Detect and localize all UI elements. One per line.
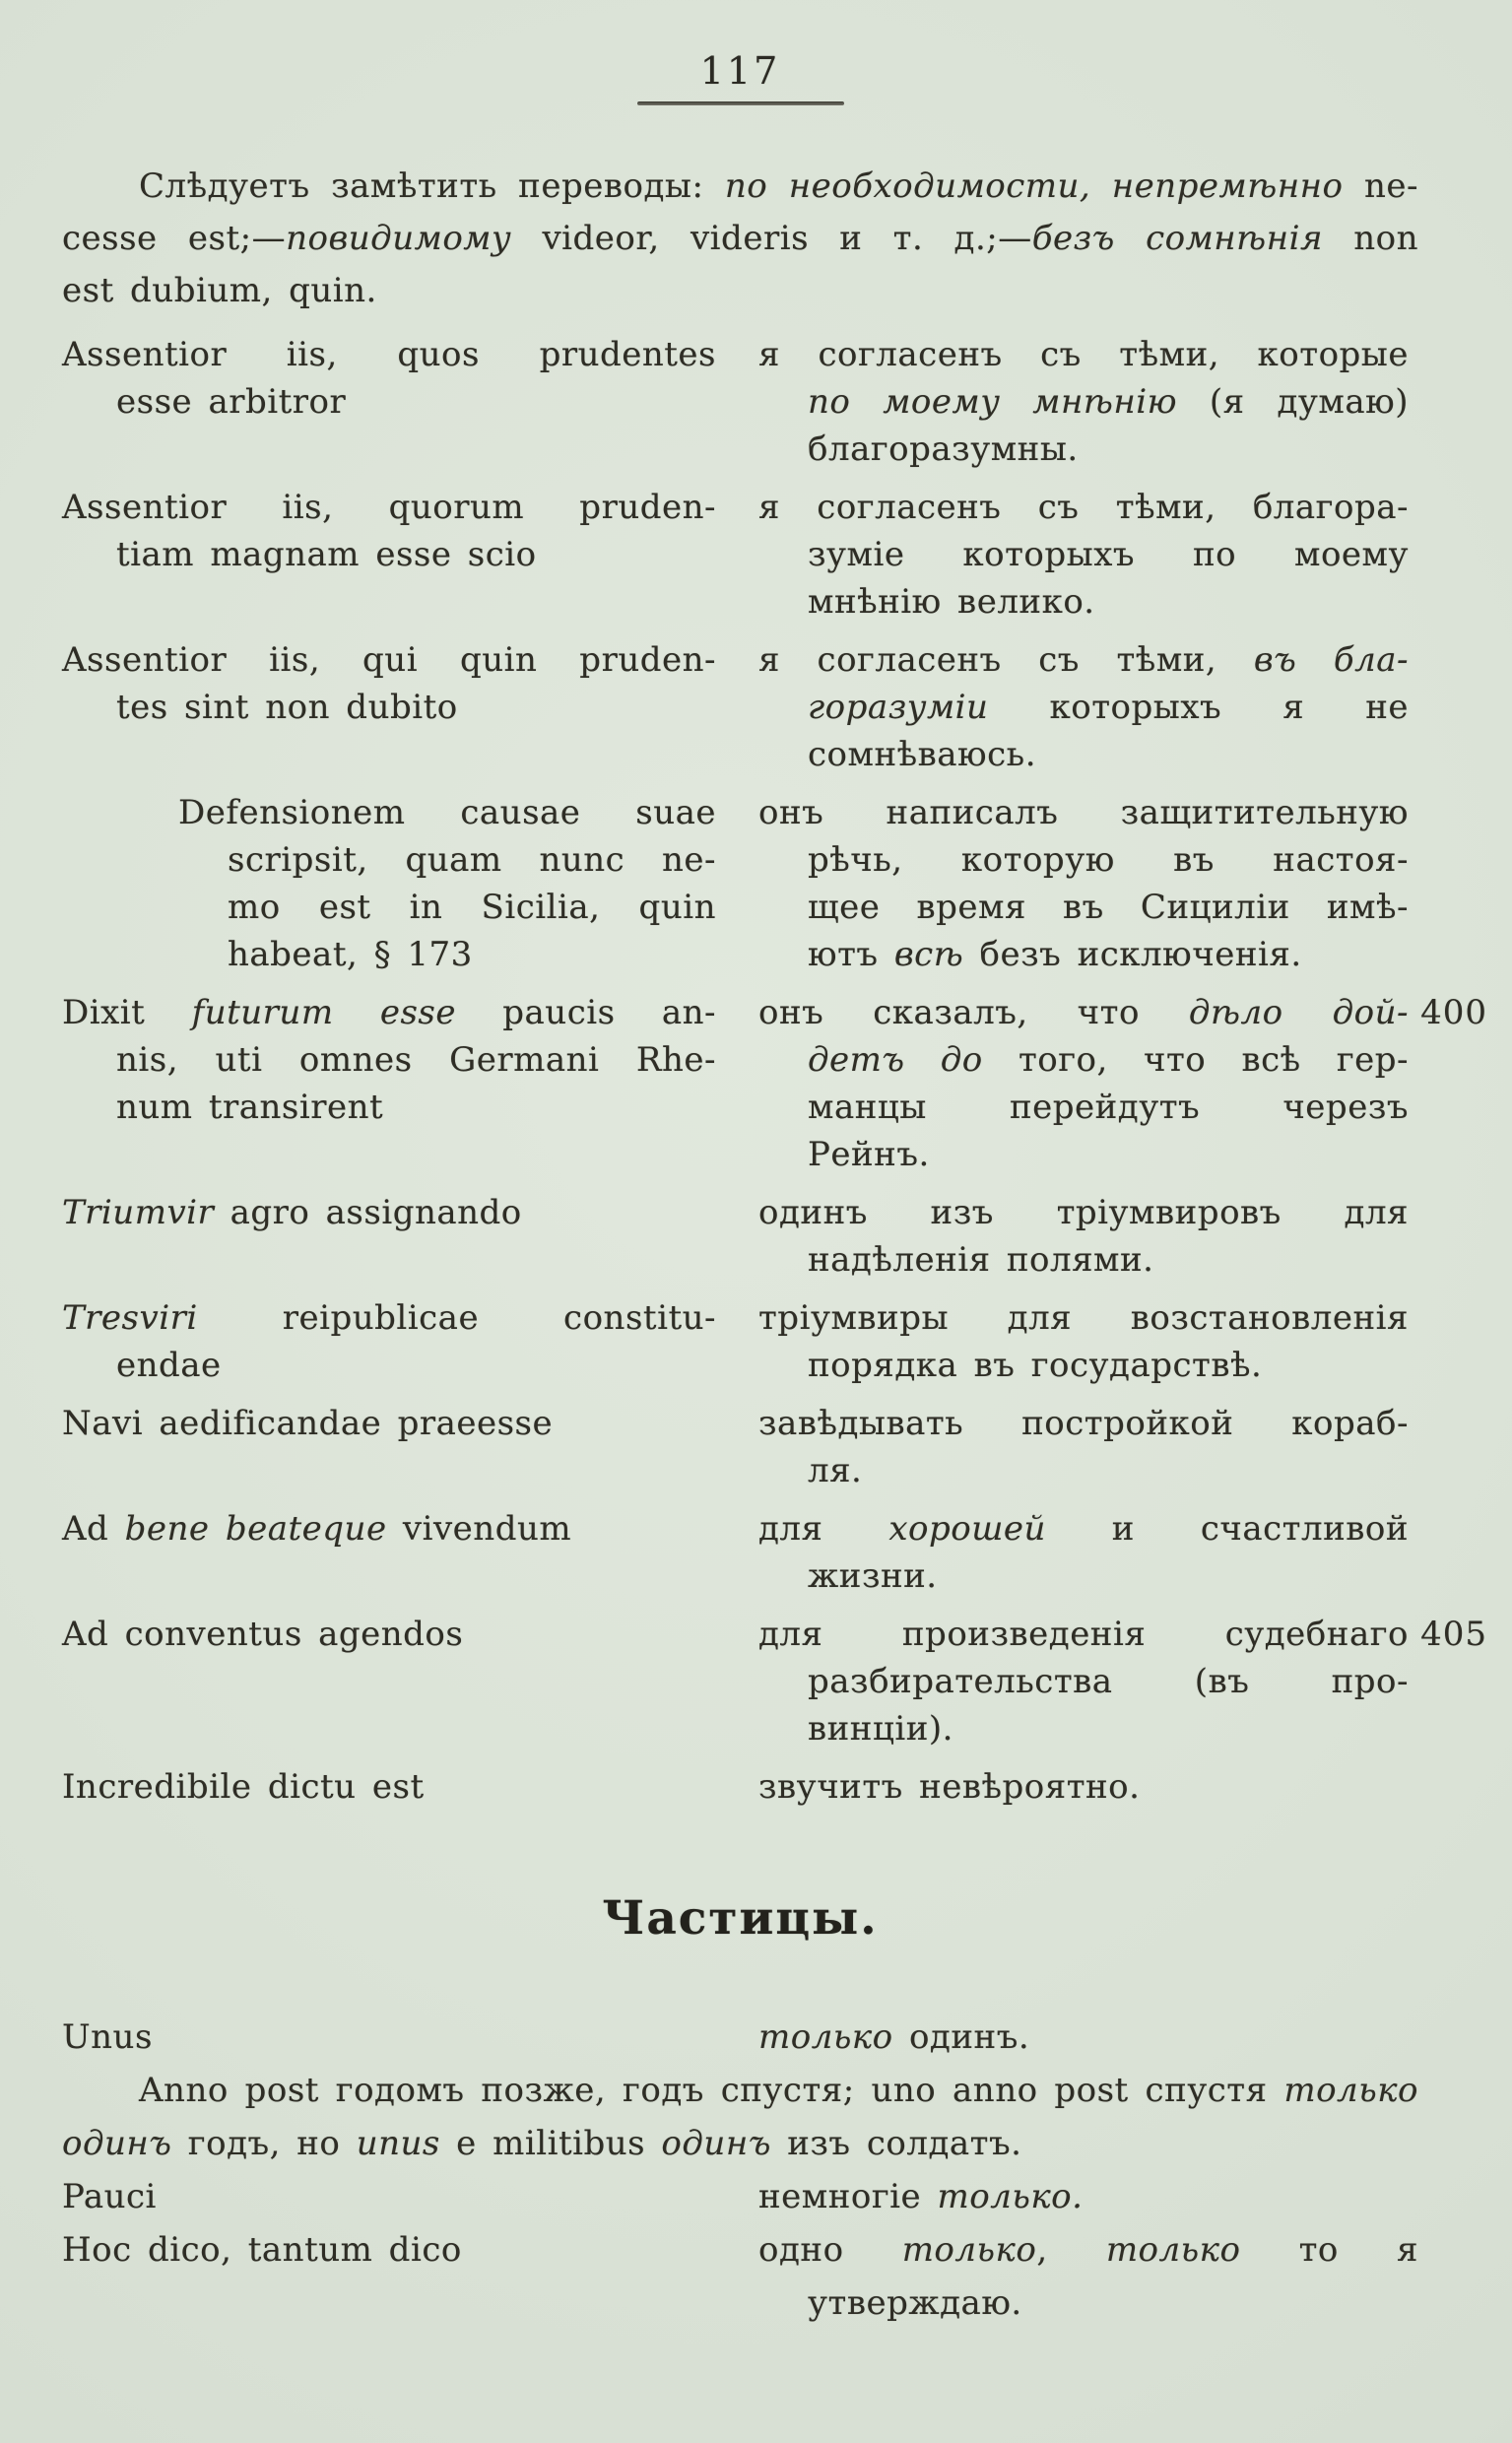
text-line: рѣчь, которую въ настоя- (808, 840, 1409, 880)
text-line: Ad conventus agendos (62, 1615, 464, 1654)
latin-phrase (62, 1400, 724, 1494)
text-line: онъ написалъ защитительную (758, 793, 1409, 832)
latin-phrase (62, 331, 724, 473)
entry-row (62, 1763, 1418, 1811)
text-line: Defensionem causae suae (178, 793, 716, 832)
latin-phrase (62, 484, 724, 626)
text-line: Dixit futurum esse paucis an- (62, 993, 716, 1032)
text-line: для хорошей и счастливой (758, 1509, 1409, 1549)
text-line: разбирательства (въ про- (808, 1662, 1409, 1701)
latin-phrase (62, 789, 724, 978)
latin-phrase (62, 1189, 724, 1284)
text-line: Assentior iis, qui quin pruden- (62, 640, 716, 680)
text-line: завѣдывать постройкой кораб- (758, 1404, 1409, 1443)
russian-translation (758, 989, 1409, 1178)
page-content (0, 49, 1512, 2330)
text-line: я согласенъ съ тѣми, въ бла- (758, 640, 1409, 680)
page-header (62, 49, 1418, 105)
text-line: est dubium, quin. (62, 271, 377, 310)
text-line: endae (116, 1346, 222, 1385)
latin-phrase (62, 2223, 758, 2330)
text-line: tes sint non dubito (116, 688, 458, 727)
text-line: утверждаю. (808, 2283, 1022, 2323)
text-line: по моему мнѣнію (я думаю) (808, 382, 1409, 422)
particle-row (62, 2223, 1418, 2330)
latin-phrase (62, 1611, 724, 1752)
text-line: Слѣдуетъ замѣтить переводы: по необходимости, непремѣнно ne- (139, 166, 1418, 206)
text-line: Navi aedificandae praeesse (62, 1404, 554, 1443)
text-line: для произведенія судебнаго (758, 1615, 1409, 1654)
entry-row (62, 989, 1487, 1178)
latin-phrase (62, 636, 724, 778)
text-line: звучитъ невѣроятно. (758, 1767, 1141, 1807)
entry-row (62, 484, 1418, 626)
text-line: ля. (808, 1451, 863, 1490)
russian-translation (758, 1400, 1409, 1494)
russian-translation (758, 2223, 1418, 2330)
text-line: сомнѣваюсь. (808, 735, 1036, 774)
usage-note (62, 2064, 1418, 2170)
text-line: одинъ годъ, но unus e militibus одинъ изъ солдатъ. (62, 2124, 1022, 2163)
text-line: жизни. (808, 1556, 938, 1596)
margin-line-number: 400 (1420, 993, 1487, 1032)
entry-row (62, 1400, 1418, 1494)
text-line: надѣленія полями. (808, 1240, 1154, 1280)
latin-phrase (62, 1294, 724, 1389)
entry-row (62, 636, 1418, 778)
text-line: Triumvir agro assignando (62, 1193, 522, 1232)
text-line: винціи). (808, 1709, 953, 1749)
text-line: esse arbitror (116, 382, 347, 422)
russian-translation (758, 2011, 1418, 2064)
text-line: немногіе только. (758, 2177, 1084, 2216)
text-line: cesse est;—повидимому videor, videris и т. д.;—безъ сомнѣнія non (62, 219, 1418, 258)
latin-phrase (62, 2170, 758, 2223)
text-line: горазуміи которыхъ я не (808, 688, 1409, 727)
latin-phrase (62, 1505, 724, 1600)
section-heading: Частицы. (602, 1891, 879, 1946)
text-line: порядка въ государствѣ. (808, 1346, 1263, 1385)
text-line: мнѣнію велико. (808, 582, 1095, 622)
page-number-rule (637, 101, 844, 105)
text-line: я согласенъ съ тѣми, благора- (758, 488, 1409, 527)
text-line: тріумвиры для возстановленія (758, 1298, 1409, 1338)
entry-row (62, 1189, 1418, 1284)
text-line: habeat, § 173 (228, 935, 473, 974)
text-line: одинъ изъ тріумвировъ для (758, 1193, 1409, 1232)
russian-translation (758, 331, 1409, 473)
text-line: щее время въ Сициліи имѣ- (808, 888, 1409, 927)
entry-row (62, 1294, 1418, 1389)
text-line: Unus (62, 2017, 153, 2057)
latin-phrase (62, 1763, 724, 1811)
text-line: Рейнъ. (808, 1135, 930, 1174)
latin-phrase (62, 2011, 758, 2064)
phrase-entries (62, 331, 1487, 1811)
entry-row (62, 1505, 1418, 1600)
russian-translation (758, 2170, 1418, 2223)
russian-translation (758, 1611, 1409, 1752)
entry-row (62, 789, 1418, 978)
margin-line-number: 405 (1420, 1615, 1487, 1654)
text-line: ютъ всѣ безъ исключенія. (808, 935, 1302, 974)
russian-translation (758, 636, 1409, 778)
intro-paragraph (62, 161, 1418, 317)
text-line: только одинъ. (758, 2017, 1030, 2057)
particle-row (62, 2011, 1418, 2064)
text-line: tiam magnam esse scio (116, 535, 537, 574)
russian-translation (758, 789, 1409, 978)
text-line: nis, uti omnes Germani Rhe- (116, 1040, 716, 1080)
text-line: mo est in Sicilia, quin (228, 888, 716, 927)
text-line: онъ сказалъ, что дѣло дой- (758, 993, 1409, 1032)
text-line: Hoc dico, tantum dico (62, 2230, 462, 2270)
russian-translation (758, 484, 1409, 626)
entry-row (62, 331, 1418, 473)
entry-row (62, 1611, 1487, 1752)
text-line: num transirent (116, 1088, 384, 1127)
text-line: Assentior iis, quos prudentes (62, 335, 716, 374)
text-line: Incredibile dictu est (62, 1767, 425, 1807)
text-line: Anno post годомъ позже, годъ спустя; uno anno post спустя только (139, 2071, 1418, 2110)
particles-section (62, 2011, 1418, 2330)
page-number: 117 (699, 49, 781, 93)
text-line: Tresviri reipublicae constitu- (62, 1298, 716, 1338)
text-line: я согласенъ съ тѣми, которые (758, 335, 1409, 374)
text-line: детъ до того, что всѣ гер- (808, 1040, 1410, 1080)
text-line: Pauci (62, 2177, 157, 2216)
russian-translation (758, 1294, 1409, 1389)
text-line: зуміе которыхъ по моему (808, 535, 1409, 574)
russian-translation (758, 1505, 1409, 1600)
particle-row (62, 2170, 1418, 2223)
text-line: манцы перейдутъ черезъ (808, 1088, 1409, 1127)
russian-translation (758, 1189, 1409, 1284)
text-line: scripsit, quam nunc ne- (228, 840, 716, 880)
russian-translation (758, 1763, 1409, 1811)
text-line: Ad bene beateque vivendum (62, 1509, 572, 1549)
text-line: благоразумны. (808, 429, 1079, 469)
text-line: Assentior iis, quorum pruden- (62, 488, 716, 527)
text-line: одно только, только то я (758, 2230, 1418, 2270)
latin-phrase (62, 989, 724, 1178)
